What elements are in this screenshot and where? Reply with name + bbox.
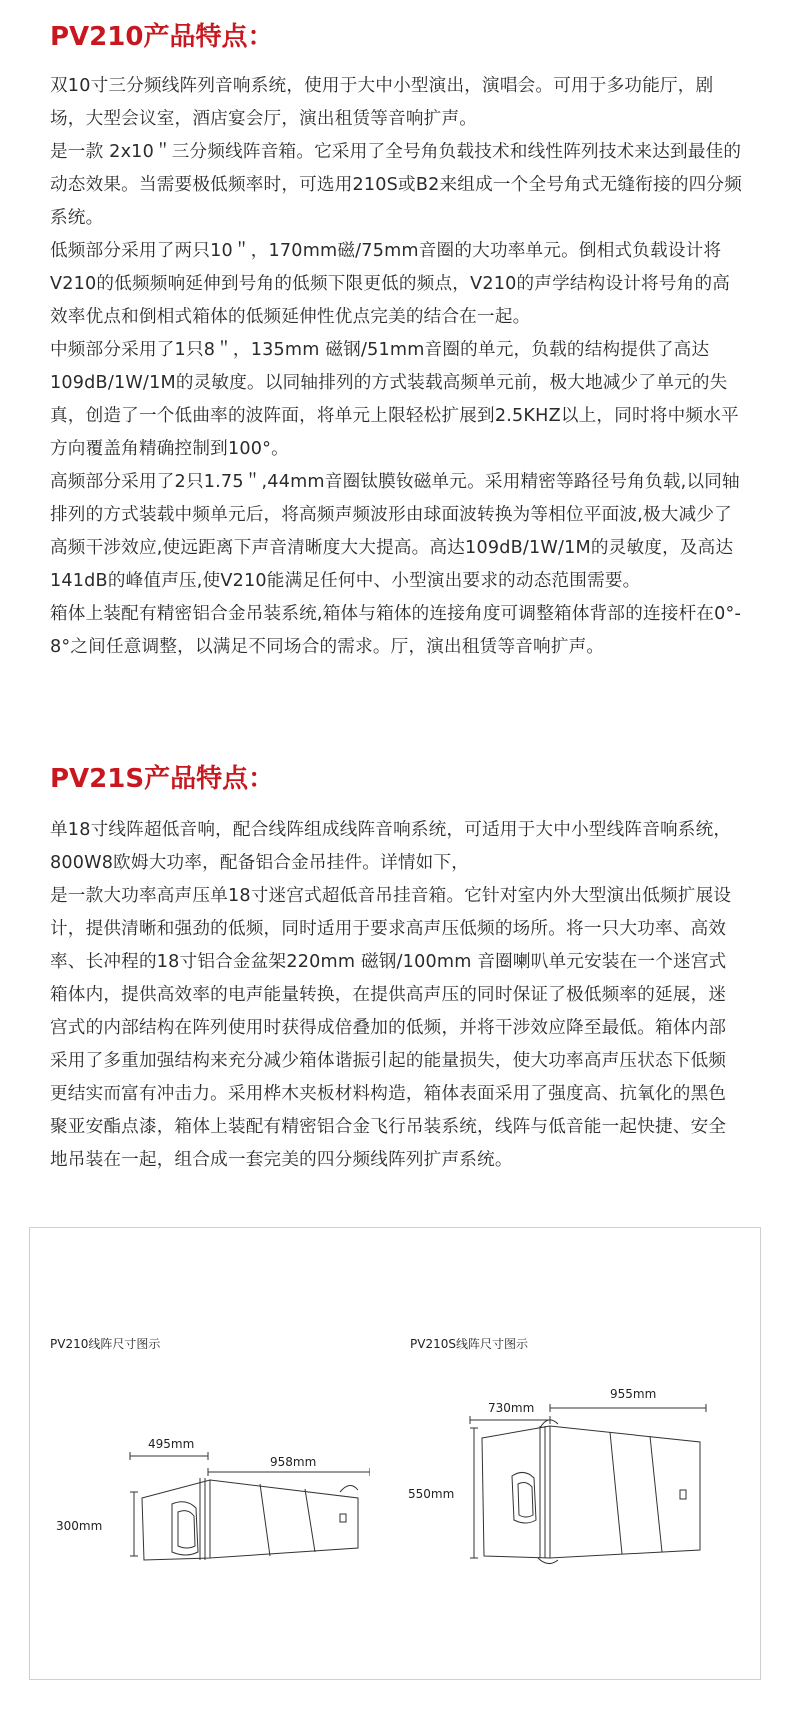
section-pv21s (50, 762, 742, 1177)
pv210-paragraph: 低频部分采用了两只10＂，170mm磁/75mm音圈的大功率单元。倒相式负载设计将V210的低频频响延伸到号角的低频下限更低的频点，V210的声学结构设计将号角的高效率优点和倒相式箱体的低频延伸性优点完美的结合在一起。 (50, 241, 731, 327)
pv210-depth-label: 495mm (148, 1437, 195, 1451)
pv210s-width-label: 955mm (610, 1387, 657, 1401)
pv210s-dimension-drawing (400, 1368, 740, 1628)
pv210-paragraph: 双10寸三分频线阵列音响系统，使用于大中小型演出，演唱会。可用于多功能厅，剧场，大型会议室，酒店宴会厅，演出租赁等音响扩声。 (50, 76, 714, 129)
pv210-paragraph: 箱体上装配有精密铝合金吊装系统,箱体与箱体的连接角度可调整箱体背部的连接杆在0°- 8°之间任意调整，以满足不同场合的需求。厅，演出租赁等音响扩声。 (50, 604, 742, 657)
pv210s-figure-label: PV210S线阵尺寸图示 (410, 1337, 528, 1351)
pv210s-depth-label: 730mm (488, 1401, 535, 1415)
pv21s-paragraph: 单18寸线阵超低音响，配合线阵组成线阵音响系统，可适用于大中小型线阵音响系统，800W8欧姆大功率，配备铝合金吊挂件。详情如下， (50, 820, 732, 873)
dimension-figure-panel (29, 1227, 761, 1680)
pv210-dimension-drawing (40, 1388, 370, 1628)
section-pv210 (50, 20, 742, 664)
pv210-paragraph: 高频部分采用了2只1.75＂,44mm音圈钛膜钕磁单元。采用精密等路径号角负载,以同轴排列的方式装载中频单元后，将高频声频波形由球面波转换为等相位平面波,极大减少了高频干涉效应,使远距离下声音清晰度大大提高。高达109dB/1W/1M的灵敏度，及高达141dB的峰值声压,使V210能满足任何中、小型演出要求的动态范围需要。 (50, 472, 740, 591)
pv210-width-label: 958mm (270, 1455, 317, 1469)
pv210-height-label: 300mm (56, 1519, 103, 1533)
pv21s-title: PV21S产品特点： (50, 764, 275, 794)
pv210-figure-label: PV210线阵尺寸图示 (50, 1337, 161, 1351)
pv210-title: PV210产品特点： (50, 22, 274, 52)
pv21s-paragraph: 是一款大功率高声压单18寸迷宫式超低音吊挂音箱。它针对室内外大型演出低频扩展设计，提供清晰和强劲的低频，同时适用于要求高声压低频的场所。将一只大功率、高效率、长冲程的18寸铝合金盆架220mm 磁钢/100mm 音圈喇叭单元安装在一个迷宫式箱体内，提供高效率的电声能量转换，在提供高声压的同时保证了极低频率的延展，迷宫式的内部结构在阵列使用时获得成倍叠加的低频，并将干涉效应降至最低。箱体内部采用了多重加强结构来充分减少箱体谐振引起的能量损失，使大功率高声压状态下低频更结实而富有冲击力。采用桦木夹板材料构造，箱体表面采用了强度高、抗氧化的黑色聚亚安酯点漆，箱体上装配有精密铝合金飞行吊装系统，线阵与低音能一起快捷、安全地吊装在一起，组合成一套完美的四分频线阵列扩声系统。 (50, 886, 732, 1170)
pv210s-height-label: 550mm (408, 1487, 455, 1501)
pv210-paragraph: 中频部分采用了1只8＂，135mm 磁钢/51mm音圈的单元，负载的结构提供了高达109dB/1W/1M的灵敏度。以同轴排列的方式装载高频单元前，极大地减少了单元的失真，创造了一个低曲率的波阵面，将单元上限轻松扩展到2.5KHZ以上，同时将中频水平方向覆盖角精确控制到100°。 (50, 340, 739, 459)
pv210-paragraph: 是一款 2x10＂三分频线阵音箱。它采用了全号角负载技术和线性阵列技术来达到最佳的动态效果。当需要极低频率时，可选用210S或B2来组成一个全号角式无缝衔接的四分频系统。 (50, 142, 742, 228)
